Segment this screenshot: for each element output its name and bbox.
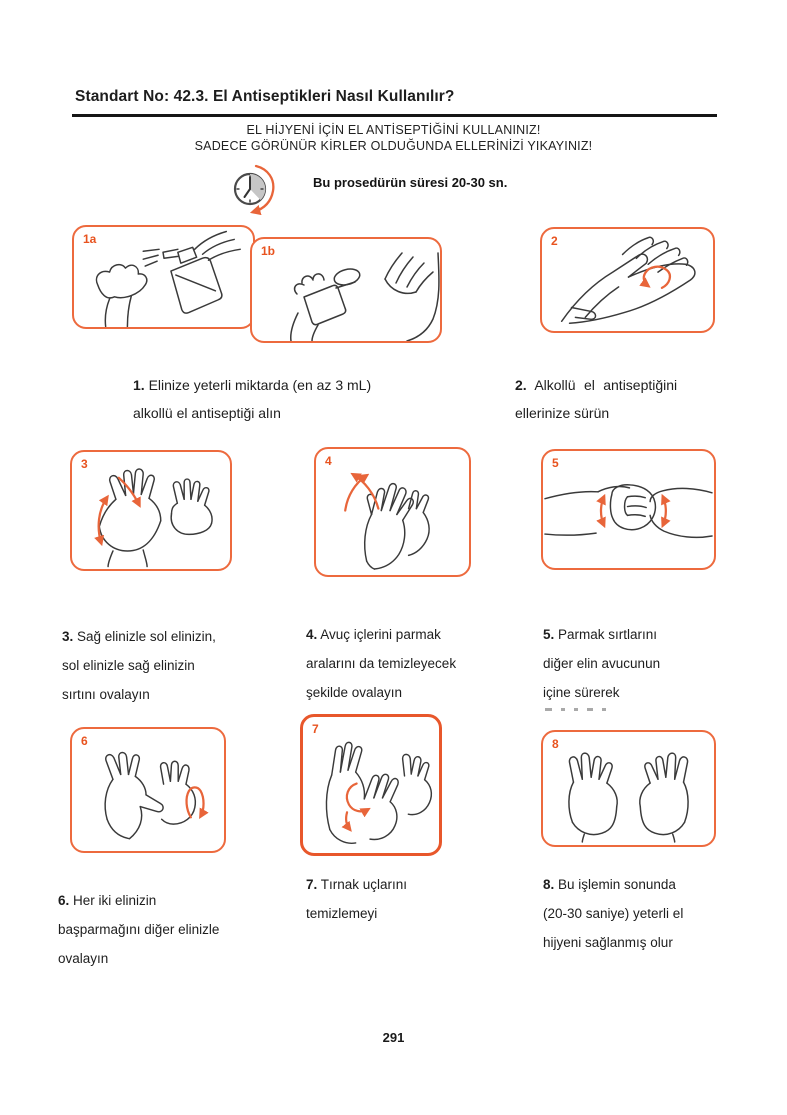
page-number: 291 <box>382 1030 405 1045</box>
panel-label-1b: 1b <box>261 244 276 258</box>
caption-text: ellerinize sürün <box>515 405 610 421</box>
caption-text: Avuç içlerini parmak <box>320 627 441 642</box>
pour-bottle-hands-illustration <box>252 239 440 341</box>
panel-label-1a: 1a <box>83 232 97 246</box>
step-panel-4 <box>314 447 471 577</box>
caption-step-2 <box>515 371 677 427</box>
caption-text: Alkollü el antiseptiğini <box>534 377 678 393</box>
caption-step-4 <box>306 620 456 707</box>
interlaced-fingers-illustration <box>316 449 469 575</box>
duration-note: Bu prosedürün süresi 20-30 sn. <box>313 175 508 190</box>
caption-number: 4. <box>306 627 318 642</box>
panel-label-7: 7 <box>312 722 319 736</box>
caption-text: ovalayın <box>58 951 109 966</box>
clock-icon <box>227 163 283 217</box>
caption-text: sol elinizle sağ elinizin <box>62 658 195 673</box>
caption-number: 6. <box>58 893 70 908</box>
caption-text: Sağ elinizle sol elinizin, <box>77 629 216 644</box>
warning-line-2: SADECE GÖRÜNÜR KİRLER OLDUĞUNDA ELLERİNİZİ YIKAYINIZ! <box>194 139 593 153</box>
panel-label-5: 5 <box>552 456 559 470</box>
caption-text: (20-30 saniye) yeterli el <box>543 906 684 921</box>
title-underline <box>72 114 717 117</box>
fist-in-palm-illustration <box>543 451 714 568</box>
caption-number: 8. <box>543 877 555 892</box>
caption-step-6 <box>58 886 219 973</box>
caption-text: sırtını ovalayın <box>62 687 150 702</box>
caption-text: diğer elin avucunun <box>543 656 661 671</box>
caption-step-7 <box>306 870 407 928</box>
caption-number: 7. <box>306 877 318 892</box>
caption-number: 1. <box>133 377 145 393</box>
caption-text: hijyeni sağlanmış olur <box>543 935 673 950</box>
caption-text: başparmağını diğer elinizle <box>58 922 220 937</box>
palms-rubbing-illustration <box>542 229 713 331</box>
thumb-rubbing-illustration <box>72 729 224 851</box>
caption-text: şekilde ovalayın <box>306 685 403 700</box>
caption-step-8 <box>543 870 683 957</box>
step-panel-2 <box>540 227 715 333</box>
fingertips-in-palm-illustration <box>303 717 439 853</box>
caption-text: Tırnak uçlarını <box>320 877 408 892</box>
open-palms-illustration <box>543 732 714 845</box>
panel-label-2: 2 <box>551 234 558 248</box>
caption-text: içine sürerek <box>543 685 620 700</box>
caption-number: 3. <box>62 629 74 644</box>
step-panel-5 <box>541 449 716 570</box>
step-panel-1a <box>72 225 255 329</box>
step-panel-8 <box>541 730 716 847</box>
warning-line-1: EL HİJYENİ İÇİN EL ANTİSEPTİĞİNİ KULLANINIZ! <box>246 123 541 137</box>
caption-text: Elinize yeterli miktarda (en az 3 mL) <box>148 377 372 393</box>
caption-text: temizlemeyi <box>306 906 378 921</box>
caption-number: 2. <box>515 377 527 393</box>
step-panel-3 <box>70 450 232 571</box>
panel-label-4: 4 <box>325 454 332 468</box>
caption-text: Bu işlemin sonunda <box>558 877 676 892</box>
caption-text: Parmak sırtlarını <box>558 627 658 642</box>
step-panel-1b <box>250 237 442 343</box>
caption-text: Her iki elinizin <box>73 893 157 908</box>
pump-bottle-hands-illustration <box>74 227 253 327</box>
panel-label-3: 3 <box>81 457 88 471</box>
caption-step-5 <box>543 620 660 707</box>
caption-number: 5. <box>543 627 555 642</box>
panel-label-8: 8 <box>552 737 559 751</box>
step-panel-7 <box>300 714 442 856</box>
caption-text: alkollü el antiseptiği alın <box>133 405 281 421</box>
spread-fingers-illustration <box>72 452 230 569</box>
caption-text: aralarını da temizleyecek <box>306 656 457 671</box>
clipped-text-remnant <box>545 708 606 711</box>
step-panel-6 <box>70 727 226 853</box>
page-title: Standart No: 42.3. El Antiseptikleri Nasıl Kullanılır? <box>75 88 455 105</box>
caption-step-1 <box>133 371 371 427</box>
caption-step-3 <box>62 622 216 709</box>
panel-label-6: 6 <box>81 734 88 748</box>
